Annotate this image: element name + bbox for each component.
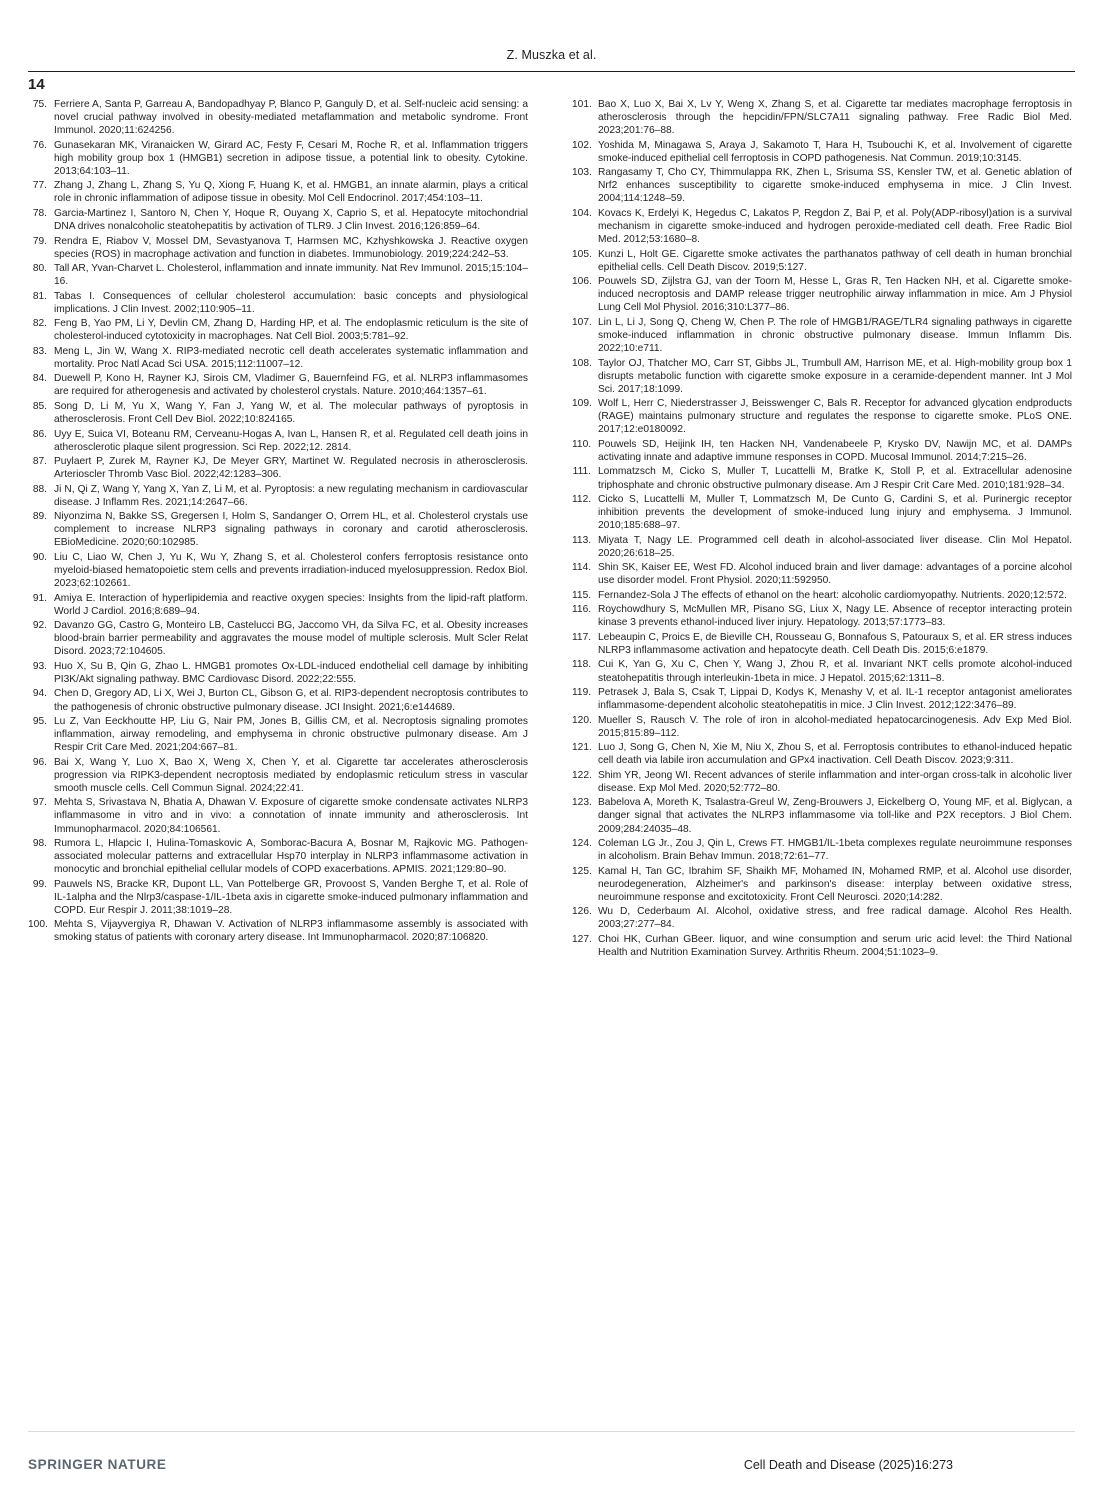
- reference-text: Zhang J, Zhang L, Zhang S, Yu Q, Xiong F, Huang K, et al. HMGB1, an innate alarmin, plays a critical role in chronic inflammation of adipose tissue in obesity. Mol Cell Endocrinol. 2017;454:103–11.: [54, 180, 528, 205]
- reference-number: 87.: [32, 456, 47, 468]
- reference-number: 106.: [572, 276, 592, 288]
- reference-item: [28, 455, 528, 481]
- reference-text: Huo X, Su B, Qin G, Zhao L. HMGB1 promotes Ox-LDL-induced endothelial cell damage by inhibiting PI3K/Akt signaling pathway. BMC Cardiovasc Disord. 2022;22:555.: [54, 660, 528, 685]
- reference-text: Feng B, Yao PM, Li Y, Devlin CM, Zhang D, Harding HP, et al. The endoplasmic reticulum is the site of cholesterol-induced cytotoxicity in macrophages. Nat Cell Biol. 2003;5:781–92.: [54, 318, 528, 343]
- reference-text: Kunzi L, Holt GE. Cigarette smoke activates the parthanatos pathway of cell death in human bronchial epithelial cells. Cell Death Discov. 2019;5:127.: [598, 248, 1072, 273]
- reference-text: Miyata T, Nagy LE. Programmed cell death in alcohol-associated liver disease. Clin Mol Hepatol. 2020;26:618–25.: [598, 534, 1072, 559]
- reference-number: 114.: [572, 562, 592, 574]
- reference-text: Mueller S, Rausch V. The role of iron in alcohol-mediated hepatocarcinogenesis. Adv Exp Med Biol. 2015;815:89–112.: [598, 714, 1072, 739]
- reference-item: [572, 686, 1072, 712]
- reference-text: Cicko S, Lucattelli M, Muller T, Lommatzsch M, De Cunto G, Cardini S, et al. Purinergic receptor inhibition prevents the development of smoke-induced lung injury and emphysema. J Immunol. 2010;185:688–97.: [598, 494, 1072, 532]
- reference-item: [572, 631, 1072, 657]
- reference-item: [572, 769, 1072, 795]
- page-number: 14: [28, 76, 45, 93]
- reference-text: Puylaert P, Zurek M, Rayner KJ, De Meyer GRY, Martinet W. Regulated necrosis in atherosclerosis. Arterioscler Thromb Vasc Biol. 2022;42:1283–306.: [54, 456, 528, 481]
- reference-number: 113.: [572, 534, 592, 546]
- reference-text: Choi HK, Curhan GBeer. liquor, and wine consumption and serum uric acid level: the Third National Health and Nutrition Examination Survey. Arthritis Rheum. 2004;51:1023–9.: [598, 933, 1072, 958]
- reference-text: Gunasekaran MK, Viranaicken W, Girard AC, Festy F, Cesari M, Roche R, et al. Inflammation triggers high mobility group box 1 (HMGB1) secretion in adipose tissue, a potential link to obesity. Cytokine. 2013;64:103–11.: [54, 139, 528, 177]
- reference-number: 102.: [572, 139, 592, 151]
- reference-item: [28, 796, 528, 835]
- reference-item: [572, 316, 1072, 355]
- reference-text: Chen D, Gregory AD, Li X, Wei J, Burton CL, Gibson G, et al. RIP3-dependent necroptosis contributes to the pathogenesis of chronic obstructive pulmonary disease. JCI Insight. 2021;6:e144689.: [54, 688, 528, 713]
- reference-text: Babelova A, Moreth K, Tsalastra-Greul W, Zeng-Brouwers J, Eickelberg O, Young MF, et al. Biglycan, a danger signal that activates the NLRP3 inflammasome via toll-like and P2X receptors. J Biol Chem. 2009;284:24035–48.: [598, 797, 1072, 835]
- reference-text: Shim YR, Jeong WI. Recent advances of sterile inflammation and inter-organ cross-talk in alcoholic liver disease. Exp Mol Med. 2020;52:772–80.: [598, 769, 1072, 794]
- page-footer: [28, 1457, 1075, 1472]
- reference-item: [28, 428, 528, 454]
- reference-text: Mehta S, Vijayvergiya R, Dhawan V. Activation of NLRP3 inflammasome assembly is associated with smoking status of patients with coronary artery disease. Int Immunopharmacol. 2020;87:106820.: [54, 919, 528, 944]
- reference-number: 91.: [32, 592, 47, 604]
- reference-item: [572, 714, 1072, 740]
- reference-number: 95.: [32, 716, 47, 728]
- reference-item: [572, 207, 1072, 246]
- reference-number: 96.: [32, 756, 47, 768]
- reference-item: [572, 905, 1072, 931]
- reference-text: Lommatzsch M, Cicko S, Muller T, Lucattelli M, Bratke K, Stoll P, et al. Extracellular adenosine triphosphate and chronic obstructive pulmonary disease. Am J Respir Crit Care Med. 2010;181:928–34.: [598, 466, 1072, 491]
- reference-number: 105.: [572, 248, 592, 260]
- reference-item: [572, 357, 1072, 396]
- reference-item: [572, 796, 1072, 835]
- reference-item: [28, 262, 528, 288]
- reference-text: Bai X, Wang Y, Luo X, Bao X, Weng X, Chen Y, et al. Cigarette tar accelerates atherosclerosis progression via RIPK3-dependent necroptosis mediated by endoplasmic reticulum stress in vascular smooth muscle cells. Cell Commun Signal. 2024;22:41.: [54, 756, 528, 794]
- reference-item: [28, 139, 528, 178]
- reference-text: Lin L, Li J, Song Q, Cheng W, Chen P. The role of HMGB1/RAGE/TLR4 signaling pathways in cigarette smoke-induced inflammation in chronic obstructive pulmonary disease. Immun Inflamm Dis. 2022;10:e711.: [598, 316, 1072, 355]
- reference-text: Pouwels SD, Heijink IH, ten Hacken NH, Vandenabeele P, Krysko DV, Nawijn MC, et al. DAMPs activating innate and adaptive immune responses in COPD. Mucosal Immunol. 2014;7:215–26.: [598, 438, 1072, 463]
- reference-number: 94.: [32, 688, 47, 700]
- reference-item: [28, 235, 528, 261]
- reference-text: Roychowdhury S, McMullen MR, Pisano SG, Liux X, Nagy LE. Absence of receptor interacting protein kinase 3 prevents ethanol-induced liver injury. Hepatology. 2013;57:1773–83.: [598, 604, 1072, 629]
- reference-item: [28, 510, 528, 549]
- reference-number: 100.: [28, 919, 48, 931]
- reference-text: Wolf L, Herr C, Niederstrasser J, Beisswenger C, Bals R. Receptor for advanced glycation endproducts (RAGE) maintains pulmonary structure and regulates the response to cigarette smoke. PLoS ONE. 2017;12:e0180092.: [598, 398, 1072, 436]
- reference-item: [572, 139, 1072, 165]
- reference-number: 125.: [572, 865, 592, 877]
- reference-text: Luo J, Song G, Chen N, Xie M, Niu X, Zhou S, et al. Ferroptosis contributes to ethanol-induced hepatic cell death via labile iron accumulation and GPx4 inactivation. Cell Death Discov. 2023;9:311.: [598, 742, 1072, 767]
- reference-text: Song D, Li M, Yu X, Wang Y, Fan J, Yang W, et al. The molecular pathways of pyroptosis in atherosclerosis. Front Cell Dev Biol. 2022;10:824165.: [54, 400, 528, 426]
- reference-item: [572, 561, 1072, 587]
- reference-number: 127.: [572, 933, 592, 945]
- reference-item: [572, 397, 1072, 436]
- reference-item: [572, 589, 1072, 602]
- running-head: Z. Muszka et al.: [506, 48, 597, 62]
- reference-item: [28, 483, 528, 509]
- reference-number: 88.: [32, 483, 47, 495]
- reference-number: 108.: [572, 357, 592, 369]
- reference-number: 92.: [32, 620, 47, 632]
- reference-number: 121.: [572, 742, 592, 754]
- reference-text: Niyonzima N, Bakke SS, Gregersen I, Holm S, Sandanger O, Orrem HL, et al. Cholesterol crystals use complement to increase NLRP3 signaling pathways in coronary and carotid atherosclerosis. EBioMedicine. 2020;60:102985.: [54, 511, 528, 549]
- reference-item: [572, 865, 1072, 904]
- reference-text: Tabas I. Consequences of cellular cholesterol accumulation: basic concepts and physiological implications. J Clin Invest. 2002;110:905–11.: [54, 290, 528, 315]
- reference-text: Davanzo GG, Castro G, Monteiro LB, Castelucci BG, Jaccomo VH, da Silva FC, et al. Obesity increases blood-brain barrier permeability and aggravates the mouse model of multiple sclerosis. Mult Scler Relat Disord. 2023;72:104605.: [54, 620, 528, 658]
- reference-text: Yoshida M, Minagawa S, Araya J, Sakamoto T, Hara H, Tsubouchi K, et al. Involvement of cigarette smoke-induced epithelial cell ferroptosis in COPD pathogenesis. Nat Commun. 2019;10:3145.: [598, 139, 1072, 164]
- reference-item: [572, 98, 1072, 137]
- reference-item: [28, 660, 528, 686]
- reference-number: 116.: [572, 604, 592, 616]
- reference-item: [572, 248, 1072, 274]
- reference-number: 83.: [32, 345, 47, 357]
- reference-text: Ji N, Qi Z, Wang Y, Yang X, Yan Z, Li M, et al. Pyroptosis: a new regulating mechanism in cardiovascular disease. J Inflamm Res. 2021;14:2647–66.: [54, 483, 528, 508]
- reference-text: Fernandez-Sola J The effects of ethanol on the heart: alcoholic cardiomyopathy. Nutrients. 2020;12:572.: [598, 589, 1067, 601]
- reference-item: [28, 207, 528, 233]
- reference-item: [28, 372, 528, 398]
- reference-item: [572, 493, 1072, 532]
- reference-text: Kovacs K, Erdelyi K, Hegedus C, Lakatos P, Regdon Z, Bai P, et al. Poly(ADP-ribosyl)ation is a survival mechanism in cigarette smoke-induced and hydrogen peroxide-mediated cell death. Free Radic Biol Med. 2012;53:1680–8.: [598, 207, 1072, 246]
- reference-item: [28, 837, 528, 876]
- reference-text: Rendra E, Riabov V, Mossel DM, Sevastyanova T, Harmsen MC, Kzhyshkowska J. Reactive oxygen species (ROS) in macrophage activation and function in diabetes. Immunobiology. 2019;224:242–53.: [54, 235, 528, 260]
- references-columns: [28, 98, 1075, 960]
- reference-item: [572, 741, 1072, 767]
- reference-text: Kamal H, Tan GC, Ibrahim SF, Shaikh MF, Mohamed IN, Mohamed RMP, et al. Alcohol use disorder, neurodegeneration, Alzheimer's and parkinson's disease: interplay between oxidative stress, neuroimmune response and excitotoxicity. Front Cell Neurosci. 2020;14:282.: [598, 865, 1072, 903]
- reference-number: 104.: [572, 207, 592, 219]
- reference-text: Shin SK, Kaiser EE, West FD. Alcohol induced brain and liver damage: advantages of a porcine alcohol use disorder model. Front Physiol. 2020;11:592950.: [598, 562, 1072, 587]
- reference-text: Mehta S, Srivastava N, Bhatia A, Dhawan V. Exposure of cigarette smoke condensate activates NLRP3 inflammasome in vitro and in vivo: a connotation of innate immunity and atherosclerosis. Int Immunopharmacol. 2020;84:106561.: [54, 797, 528, 835]
- reference-text: Liu C, Liao W, Chen J, Yu K, Wu Y, Zhang S, et al. Cholesterol confers ferroptosis resistance onto myeloid-biased hematopoietic stem cells and prevents irradiation-induced myelosuppression. Redox Biol. 2023;62:102661.: [54, 551, 528, 590]
- reference-number: 90.: [32, 551, 47, 563]
- reference-number: 123.: [572, 797, 592, 809]
- reference-number: 78.: [32, 207, 47, 219]
- reference-item: [572, 438, 1072, 464]
- reference-item: [572, 603, 1072, 629]
- reference-number: 119.: [572, 687, 592, 699]
- reference-item: [28, 317, 528, 343]
- reference-number: 77.: [32, 180, 47, 192]
- reference-text: Uyy E, Suica VI, Boteanu RM, Cerveanu-Hogas A, Ivan L, Hansen R, et al. Regulated cell death joins in atherosclerotic plaque silent progression. Sci Rep. 2022;12. 2814.: [54, 428, 528, 453]
- reference-item: [28, 290, 528, 316]
- reference-number: 80.: [32, 263, 47, 275]
- reference-item: [572, 837, 1072, 863]
- reference-item: [572, 465, 1072, 491]
- reference-text: Ferriere A, Santa P, Garreau A, Bandopadhyay P, Blanco P, Ganguly D, et al. Self-nucleic acid sensing: a novel crucial pathway involved in obesity-mediated metaflammation and metabolic syndrome. Front Immunol. 2020;11:624256.: [54, 99, 528, 137]
- reference-text: Garcia-Martinez I, Santoro N, Chen Y, Hoque R, Ouyang X, Caprio S, et al. Hepatocyte mitochondrial DNA drives nonalcoholic steatohepatitis by activation of TLR9. J Clin Invest. 2016;126:859–64.: [54, 207, 528, 233]
- reference-number: 122.: [572, 769, 592, 781]
- reference-number: 98.: [32, 838, 47, 850]
- reference-text: Lu Z, Van Eeckhoutte HP, Liu G, Nair PM, Jones B, Gillis CM, et al. Necroptosis signaling promotes inflammation, airway remodeling, and emphysema in chronic obstructive pulmonary disease. Am J Respir Crit Care Med. 2021;204:667–81.: [54, 716, 528, 754]
- reference-text: Pouwels SD, Zijlstra GJ, van der Toorn M, Hesse L, Gras R, Ten Hacken NH, et al. Cigarette smoke-induced necroptosis and DAMP release trigger neutrophilic airway inflammation in mice. Am J Physiol Lung Cell Mol Physiol. 2016;310:L377–86.: [598, 276, 1072, 314]
- reference-number: 107.: [572, 316, 592, 328]
- reference-item: [28, 756, 528, 795]
- reference-item: [28, 619, 528, 658]
- reference-number: 112.: [572, 494, 592, 506]
- reference-item: [28, 345, 528, 371]
- reference-text: Rumora L, Hlapcic I, Hulina-Tomaskovic A, Somborac-Bacura A, Bosnar M, Rajkovic MG. Pathogen-associated molecular patterns and extracellular Hsp70 interplay in NLRP3 inflammasome activation in monocytic and bronchial epithelial cellular models of COPD exacerbations. APMIS. 2021;129:80–90.: [54, 838, 528, 876]
- reference-text: Cui K, Yan G, Xu C, Chen Y, Wang J, Zhou R, et al. Invariant NKT cells promote alcohol-induced steatohepatitis through interleukin-1beta in mice. J Hepatol. 2015;62:1311–8.: [598, 659, 1072, 684]
- reference-text: Petrasek J, Bala S, Csak T, Lippai D, Kodys K, Menashy V, et al. IL-1 receptor antagonist ameliorates inflammasome-dependent alcoholic steatohepatitis in mice. J Clin Invest. 2012;122:3476–89.: [598, 687, 1072, 712]
- reference-number: 101.: [572, 99, 592, 110]
- reference-text: Coleman LG Jr., Zou J, Qin L, Crews FT. HMGB1/IL-1beta complexes regulate neuroimmune responses in alcoholism. Brain Behav Immun. 2018;72:61–77.: [598, 838, 1072, 863]
- reference-item: [28, 98, 528, 137]
- reference-number: 110.: [572, 438, 592, 450]
- reference-item: [572, 534, 1072, 560]
- reference-text: Bao X, Luo X, Bai X, Lv Y, Weng X, Zhang S, et al. Cigarette tar mediates macrophage ferroptosis in atherosclerosis through the hepcidin/FPN/SLC7A11 signaling pathway. Free Radic Biol Med. 2023;201:76–88.: [598, 99, 1072, 137]
- reference-item: [28, 878, 528, 917]
- reference-text: Taylor OJ, Thatcher MO, Carr ST, Gibbs JL, Trumbull AM, Harrison ME, et al. High-mobility group box 1 disrupts metabolic function with cigarette smoke exposure in a ceramide-dependent manner. Int J Mol Sci. 2017;18:1099.: [598, 357, 1072, 395]
- reference-number: 86.: [32, 428, 47, 440]
- reference-text: Tall AR, Yvan-Charvet L. Cholesterol, inflammation and innate immunity. Nat Rev Immunol. 2015;15:104–16.: [54, 263, 528, 288]
- reference-number: 93.: [32, 660, 47, 672]
- reference-number: 75.: [32, 99, 47, 110]
- reference-number: 109.: [572, 398, 592, 410]
- reference-item: [572, 275, 1072, 314]
- references-column-right: [572, 98, 1072, 960]
- reference-item: [28, 687, 528, 713]
- reference-number: 120.: [572, 714, 592, 726]
- reference-text: Lebeaupin C, Proics E, de Bieville CH, Rousseau G, Bonnafous S, Patouraux S, et al. ER stress induces NLRP3 inflammasome activation and hepatocyte death. Cell Death Dis. 2015;6:e1879.: [598, 631, 1072, 656]
- reference-number: 124.: [572, 838, 592, 850]
- reference-item: [28, 918, 528, 944]
- reference-number: 81.: [32, 290, 47, 302]
- reference-number: 85.: [32, 400, 47, 412]
- reference-item: [28, 592, 528, 618]
- reference-number: 117.: [572, 631, 592, 643]
- reference-number: 79.: [32, 235, 47, 247]
- reference-text: Wu D, Cederbaum AI. Alcohol, oxidative stress, and free radical damage. Alcohol Res Health. 2003;27:277–84.: [598, 906, 1072, 931]
- reference-number: 76.: [32, 139, 47, 151]
- reference-text: Amiya E. Interaction of hyperlipidemia and reactive oxygen species: Insights from the lipid-raft platform. World J Cardiol. 2016;8:689–94.: [54, 592, 528, 617]
- footer-divider: [28, 1431, 1075, 1432]
- reference-number: 126.: [572, 906, 592, 918]
- reference-item: [572, 166, 1072, 205]
- reference-number: 103.: [572, 167, 592, 179]
- reference-text: Pauwels NS, Bracke KR, Dupont LL, Van Pottelberge GR, Provoost S, Vanden Berghe T, et al. Role of IL-1alpha and the Nlrp3/caspase-1/IL-1beta axis in cigarette smoke-induced pulmonary inflammation and COPD. Eur Respir J. 2011;38:1019–28.: [54, 878, 528, 916]
- reference-number: 82.: [32, 318, 47, 330]
- references-column-left: [28, 98, 528, 960]
- reference-item: [28, 179, 528, 205]
- header-divider: [28, 71, 1075, 72]
- reference-text: Rangasamy T, Cho CY, Thimmulappa RK, Zhen L, Srisuma SS, Kensler TW, et al. Genetic ablation of Nrf2 enhances susceptibility to cigarette smoke-induced emphysema in mice. J Clin Invest. 2004;114:1248–59.: [598, 167, 1072, 205]
- reference-number: 115.: [572, 589, 592, 601]
- reference-text: Meng L, Jin W, Wang X. RIP3-mediated necrotic cell death accelerates systematic inflammation and mortality. Proc Natl Acad Sci USA. 2015;112:11007–12.: [54, 345, 528, 370]
- springer-nature-logo: SPRINGER NATURE: [28, 1457, 167, 1472]
- journal-citation: Cell Death and Disease (2025)16:273: [743, 1458, 953, 1472]
- reference-number: 99.: [32, 878, 47, 890]
- reference-item: [28, 400, 528, 426]
- reference-item: [28, 551, 528, 590]
- reference-item: [572, 933, 1072, 959]
- reference-number: 84.: [32, 373, 47, 385]
- reference-number: 89.: [32, 511, 47, 523]
- reference-number: 118.: [572, 659, 592, 671]
- reference-text: Duewell P, Kono H, Rayner KJ, Sirois CM, Vladimer G, Bauernfeind FG, et al. NLRP3 inflammasomes are required for atherogenesis and activated by cholesterol crystals. Nature. 2010;464:1357–61.: [54, 373, 528, 398]
- reference-number: 111.: [572, 466, 591, 478]
- reference-item: [28, 715, 528, 754]
- reference-item: [572, 658, 1072, 684]
- reference-number: 97.: [32, 797, 47, 809]
